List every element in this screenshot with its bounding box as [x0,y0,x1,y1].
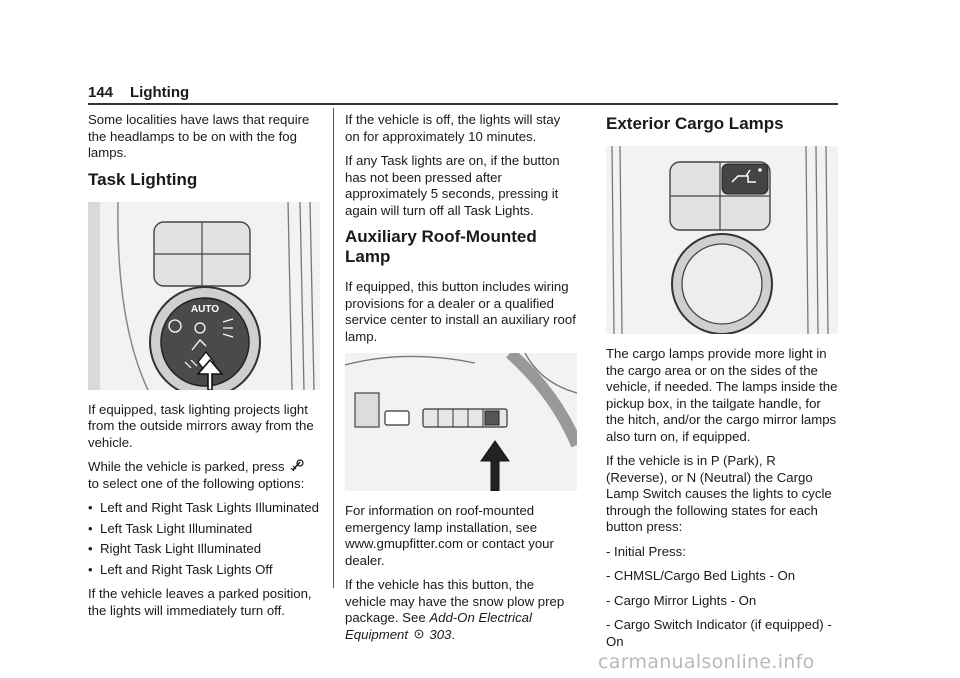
cargo-paragraph-2: If the vehicle is in P (Park), R (Reverse), or N (Neutral) the Cargo Lamp Switch causes the lights to cycle through the following states for each button press: [606,453,832,534]
exterior-cargo-heading: Exterior Cargo Lamps [606,114,784,133]
cargo-paragraph-1: The cargo lamps provide more light in the cargo area or on the sides of the vehicle, if needed. The lamps inside the pickup box, in the tailgate handle, for the hitch, and/or the cargo mirror lamps also turn on, if equipped. [606,346,838,444]
task-lighting-paragraph-3: If the vehicle leaves a parked position, the lights will immediately turn off. [88,586,312,618]
task-options-list [88,500,320,578]
list-item: • Left and Right Task Lights Illuminated [88,500,320,517]
auxiliary-lamp-heading: Auxiliary Roof-Mounted Lamp [345,227,537,266]
auxiliary-lamp-paragraph-1: If equipped, this button includes wiring provisions for a dealer or a qualified service center to install an auxiliary roof lamp. [345,279,576,344]
paragraph-end: . [451,626,456,642]
task-light-icon [290,459,304,473]
list-item: • Left and Right Task Lights Off [88,562,320,579]
auto-label: AUTO [190,303,220,315]
task-lighting-paragraph-1: If equipped, task lighting projects light from the outside mirrors away from the vehicle. [88,401,314,450]
page-reference[interactable]: 303 [429,626,452,642]
column-divider [333,108,334,588]
auxiliary-lamp-paragraph-3-start: If the vehicle has this button, the vehicle may have the snow plow prep package. See [345,577,565,625]
auxiliary-lamp-paragraph-3 [345,577,577,643]
cargo-state-line: - Cargo Switch Indicator (if equipped) - On [606,617,832,649]
watermark: carmanualsonline.info [598,651,815,673]
column-2 [345,112,577,651]
column-1 [88,112,320,627]
cargo-state-line: - Initial Press: [606,543,686,559]
page-ref-icon [414,629,424,639]
task-lighting-paragraph-2-start: While the vehicle is parked, press [88,459,285,474]
task-timeout-paragraph: If any Task lights are on, if the button has not been pressed after approximately 5 seconds, pressing it again will turn off all Task Lights. [345,153,560,218]
column-3 [606,112,838,658]
header-rule [88,103,838,105]
task-lighting-paragraph-2-end: to select one of the following options: [88,475,305,491]
cargo-state-line: - CHMSL/Cargo Bed Lights - On [606,568,796,583]
task-lighting-heading: Task Lighting [88,169,198,189]
task-off-paragraph: If the vehicle is off, the lights will stay on for approximately 10 minutes. [345,112,561,144]
cargo-state-line: - Cargo Mirror Lights - On [606,592,757,608]
list-item: • Left Task Light Illuminated [88,521,320,538]
list-item: • Right Task Light Illuminated [88,541,320,558]
section-title: Lighting [130,84,190,101]
task-lighting-paragraph-2 [88,459,320,492]
cargo-lamp-figure [606,146,838,334]
task-lighting-figure [88,202,320,390]
auxiliary-lamp-figure [345,353,577,491]
add-on-electrical-link[interactable]: Add-On Electrical Equipment [345,610,532,642]
page-number: 144 [88,84,114,101]
auxiliary-lamp-paragraph-2: For information on roof-mounted emergency lamp installation, see www.gmupfitter.com or contact your dealer. [345,503,554,568]
intro-paragraph: Some localities have laws that require the headlamps to be on with the fog lamps. [88,112,310,160]
